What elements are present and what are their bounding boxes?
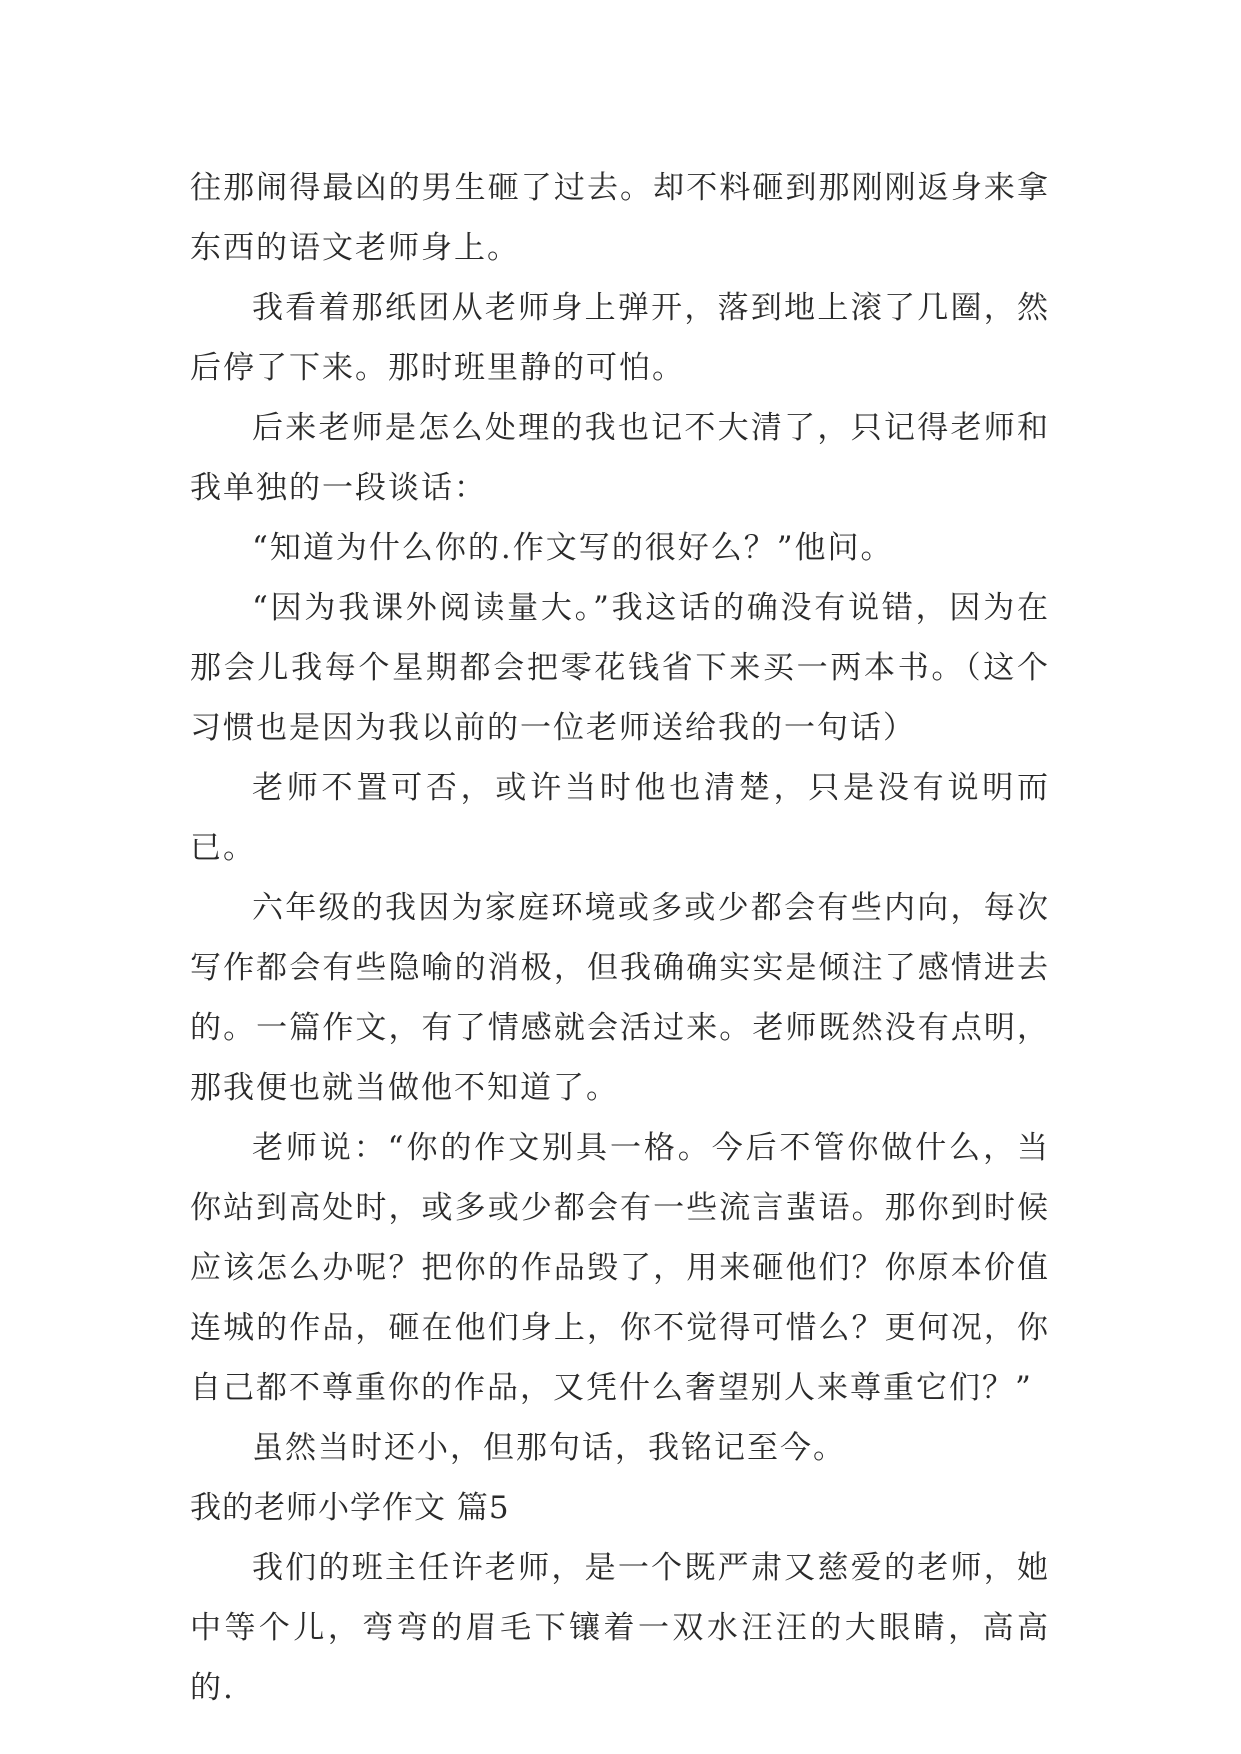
paragraph-remembered: 虽然当时还小，但那句话，我铭记至今。 [252,1430,846,1466]
section-heading: 我的老师小学作文 篇5 [190,1490,510,1526]
paragraph-head-teacher: 我们的班主任许老师，是一个既严肃又慈爱的老师，她中等个儿，弯弯的眉毛下镶着一双水汪汪的大眼睛，高高的. [190,1550,1050,1706]
paragraph-continuation: 往那闹得最凶的男生砸了过去。却不料砸到那刚刚返身来拿东西的语文老师身上。 [190,170,1050,266]
paragraph-sixth-grade: 六年级的我因为家庭环境或多或少都会有些内向，每次写作都会有些隐喻的消极，但我确确实实是倾注了感情进去的。一篇作文，有了情感就会活过来。老师既然没有点明，那我便也就当做他不知道了。 [190,890,1050,1106]
paragraph-student-answer: “因为我课外阅读量大。”我这话的确没有说错，因为在那会儿我每个星期都会把零花钱省下来买一两本书。（这个习惯也是因为我以前的一位老师送给我的一句话） [190,590,1050,746]
paragraph-teacher-reaction: 老师不置可否，或许当时他也清楚，只是没有说明而已。 [190,770,1050,866]
paragraph-conversation-intro: 后来老师是怎么处理的我也记不大清了，只记得老师和我单独的一段谈话： [190,410,1050,506]
paragraph-teacher-question: “知道为什么你的.作文写的很好么？”他问。 [252,530,894,566]
paragraph-paper-ball: 我看着那纸团从老师身上弹开，落到地上滚了几圈，然后停了下来。那时班里静的可怕。 [190,290,1050,386]
document-page [190,158,1050,1718]
paragraph-teacher-advice: 老师说：“你的作文别具一格。今后不管你做什么，当你站到高处时，或多或少都会有一些流言蜚语。那你到时候应该怎么办呢？把你的作品毁了，用来砸他们？你原本价值连城的作品，砸在他们身上，你不觉得可惜么？更何况，你自己都不尊重你的作品，又凭什么奢望别人来尊重它们？” [190,1130,1050,1406]
